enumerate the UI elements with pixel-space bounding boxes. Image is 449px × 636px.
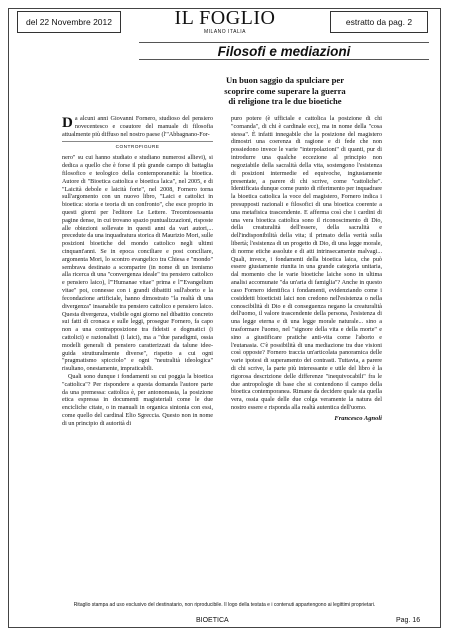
body-paragraph: Quali sono dunque i fondamenti su cui poggia la bioetica "cattolica"? Per rispondere a questa domanda l'autore parte da una premessa: cattolica è, per antonomasia, la posizione etica espressa in documenti magisteriali come le due encicliche citate, o in manuali in organica sintonia con essi, come quello del cardinal Elio Sgreccia. Questo non in nome di un principio di autorità di <box>62 374 213 427</box>
subtitle-line: scoprire come superare la guerra <box>224 85 346 96</box>
copyright-disclaimer: Ritaglio stampa ad uso esclusivo del destinatario, non riproducibile. Il logo della testata e i contenuti appartengono ai legittimi proprietari. <box>73 602 376 608</box>
subtitle-line: Un buon saggio da spulciare per <box>225 75 345 85</box>
article-column-2 <box>231 116 382 423</box>
extract-page-label <box>330 11 428 33</box>
body-paragraph: nero" su cui hanno studiato e studiano numerosi allievi), si dedica a quello che è forse il più grande campo di battaglia filosofico e teologico della contemporaneità: la bioetica. Autore di "Bioetica cattolica e bioetica laica", nel 2005, e di "Laicità debole e laicità forte", nel 2008, Fornero torna sull'argomento con un nuovo libro, "Laici e cattolici in bioetica: storia e teoria di un confronto", che esce proprio in questi giorni per l'editore Le Lettere. Trecentosessanta pagine dense, in cui trovano spazio puntualizzazioni, risposte alle obiezioni sollevate in questi anni da vari autori,... precedute da una inquadratura storica di Maurizio Mori, sulle posizioni bioetiche del mondo cattolico negli ultimi cinquant'anni. Se in epoca conciliare e post conciliare, argomenta Mori, lo scontro evangelico tra Chiesa e "mondo" sembrava destinato a scomparire (in nome di un irenismo alla ricerca di una "convergenza ideale" tra pensiero cattolico e pensiero laico), l'"Humanae vitae" prima e l'"Evangelium vitae" poi, connesse con i grandi dibattiti sull'aborto e la fecondazione artificiale, hanno dimostrato "la realtà di una divergenza" insanabile tra pensiero cattolico e pensiero laico. Questa divergenza, visibile ogni giorno nel dibattito concreto sui fatti di cronaca e sulle leggi, prosegue Fornero, fa capo non a una contrapposizione tra fideisti e dogmatici (i cattolici) e razionalisti (i laici), ma a "due paradigmi, ossia modelli generali di pensiero caratterizzati da talune idee-guida strutturalmente diverse", rispetto a cui ogni "pragmatismo spicciolo" e ogni "neutralità ideologica" risultano, onestamente, impraticabili. <box>62 155 213 373</box>
drop-cap: D <box>62 115 73 131</box>
rubric-label: CONTROFIGURE <box>62 141 213 152</box>
section-label: BIOETICA <box>196 617 229 624</box>
article-title: Filosofi e mediazioni <box>217 44 351 59</box>
article-subtitle <box>150 75 420 107</box>
body-paragraph: puro potere (è ufficiale e cattolica la posizione di chi "comanda", di chi è cardinale ecc), ma in nome della "cosa stessa". È infatti innegabile che la posizione del magistero dimostri una coerenza di ragione e di fede che non possiedono invece le varie "interpolazioni" di quanti, pur di introdurre una qualche eccezione al principio non negoziabile della sacralità della vita, sostengono l'esistenza di posizioni intermedie ed equivoche, ingiustamente presentate, a parere di chi scrive, come "cattoliche". Identificata dunque come punto di riferimento per inquadrare la bioetica cattolica la voce del magistero, Fornero indica i presupposti razionali e filosofici di una bioetica coerente a una metafisica trascendente. E afferma così che i cardini di una vera bioetica cattolica sono il riconoscimento di Dio, della creaturalità dell'essere, della sacralità e dell'indisponibilità della vita; il primato della verità sulla libertà; l'esistenza di un progetto di Dio, di una legge morale, di norme etiche assolute e di atti intrinsecamente malvagi... Quali, invece, i fondamenti della bioetica laica, che può essere giustamente riunita in una grande categoria unitaria, dal momento che le varie bioetiche laiche sono in ultima analisi accomunate "da un'aria di famiglia"? Anche in questo caso Fornero identifica i fondamenti, evidenziando come i cosiddetti bioeticisti laici non credono nell'esistenza o nella conoscibilità di Dio e di conseguenza negano la creaturalità dell'uomo, il valore trascendente della persona, l'esistenza di una legge eterna e di una legge morale naturale... sino a trasformare l'uomo, nel "signore della vita e della morte" e sino a giustificare pratiche anti-vita come l'aborto e l'eutanasia. C'è possibilità di una mediazione tra due visioni così opposte? Fornero traccia un'articolata panoramica delle varie ipotesi di superamento dei contrasti. Tuttavia, a parere di chi scrive, la parte più interessante e utile del libro è la rigorosa descrizione delle differenze "inequivocabili" fra le due antropologie di base che si contendono il campo della bioetica contemporanea. Rimane da decidere quale sia quella vera, ossia quale delle due colga veramente la natura del nostro essere e risponda alla realtà autentica dell'uomo. <box>231 116 382 412</box>
lead-text: a alcuni anni Giovanni Fornero, studioso del pensiero novecentesco e coautore del manuale di filosofia attualmente più diffuso nel nostro paese (l'"Abbagnano-For- <box>62 116 213 138</box>
publication-date <box>17 11 121 33</box>
subtitle-line: di religione tra le due bioetiche <box>228 96 342 106</box>
lead-paragraph <box>62 116 213 139</box>
masthead-name: IL FOGLIO <box>174 7 276 29</box>
masthead <box>155 8 295 35</box>
article-column-1 <box>62 116 213 429</box>
author-signature: Francesco Agnoli <box>334 414 382 422</box>
publication-date-text: del 22 Novembre 2012 <box>25 17 112 27</box>
extract-page-text: estratto da pag. 2 <box>345 17 413 27</box>
masthead-subtitle: MILANO ITALIA <box>204 29 246 35</box>
page-number: Pag. 16 <box>396 617 421 624</box>
